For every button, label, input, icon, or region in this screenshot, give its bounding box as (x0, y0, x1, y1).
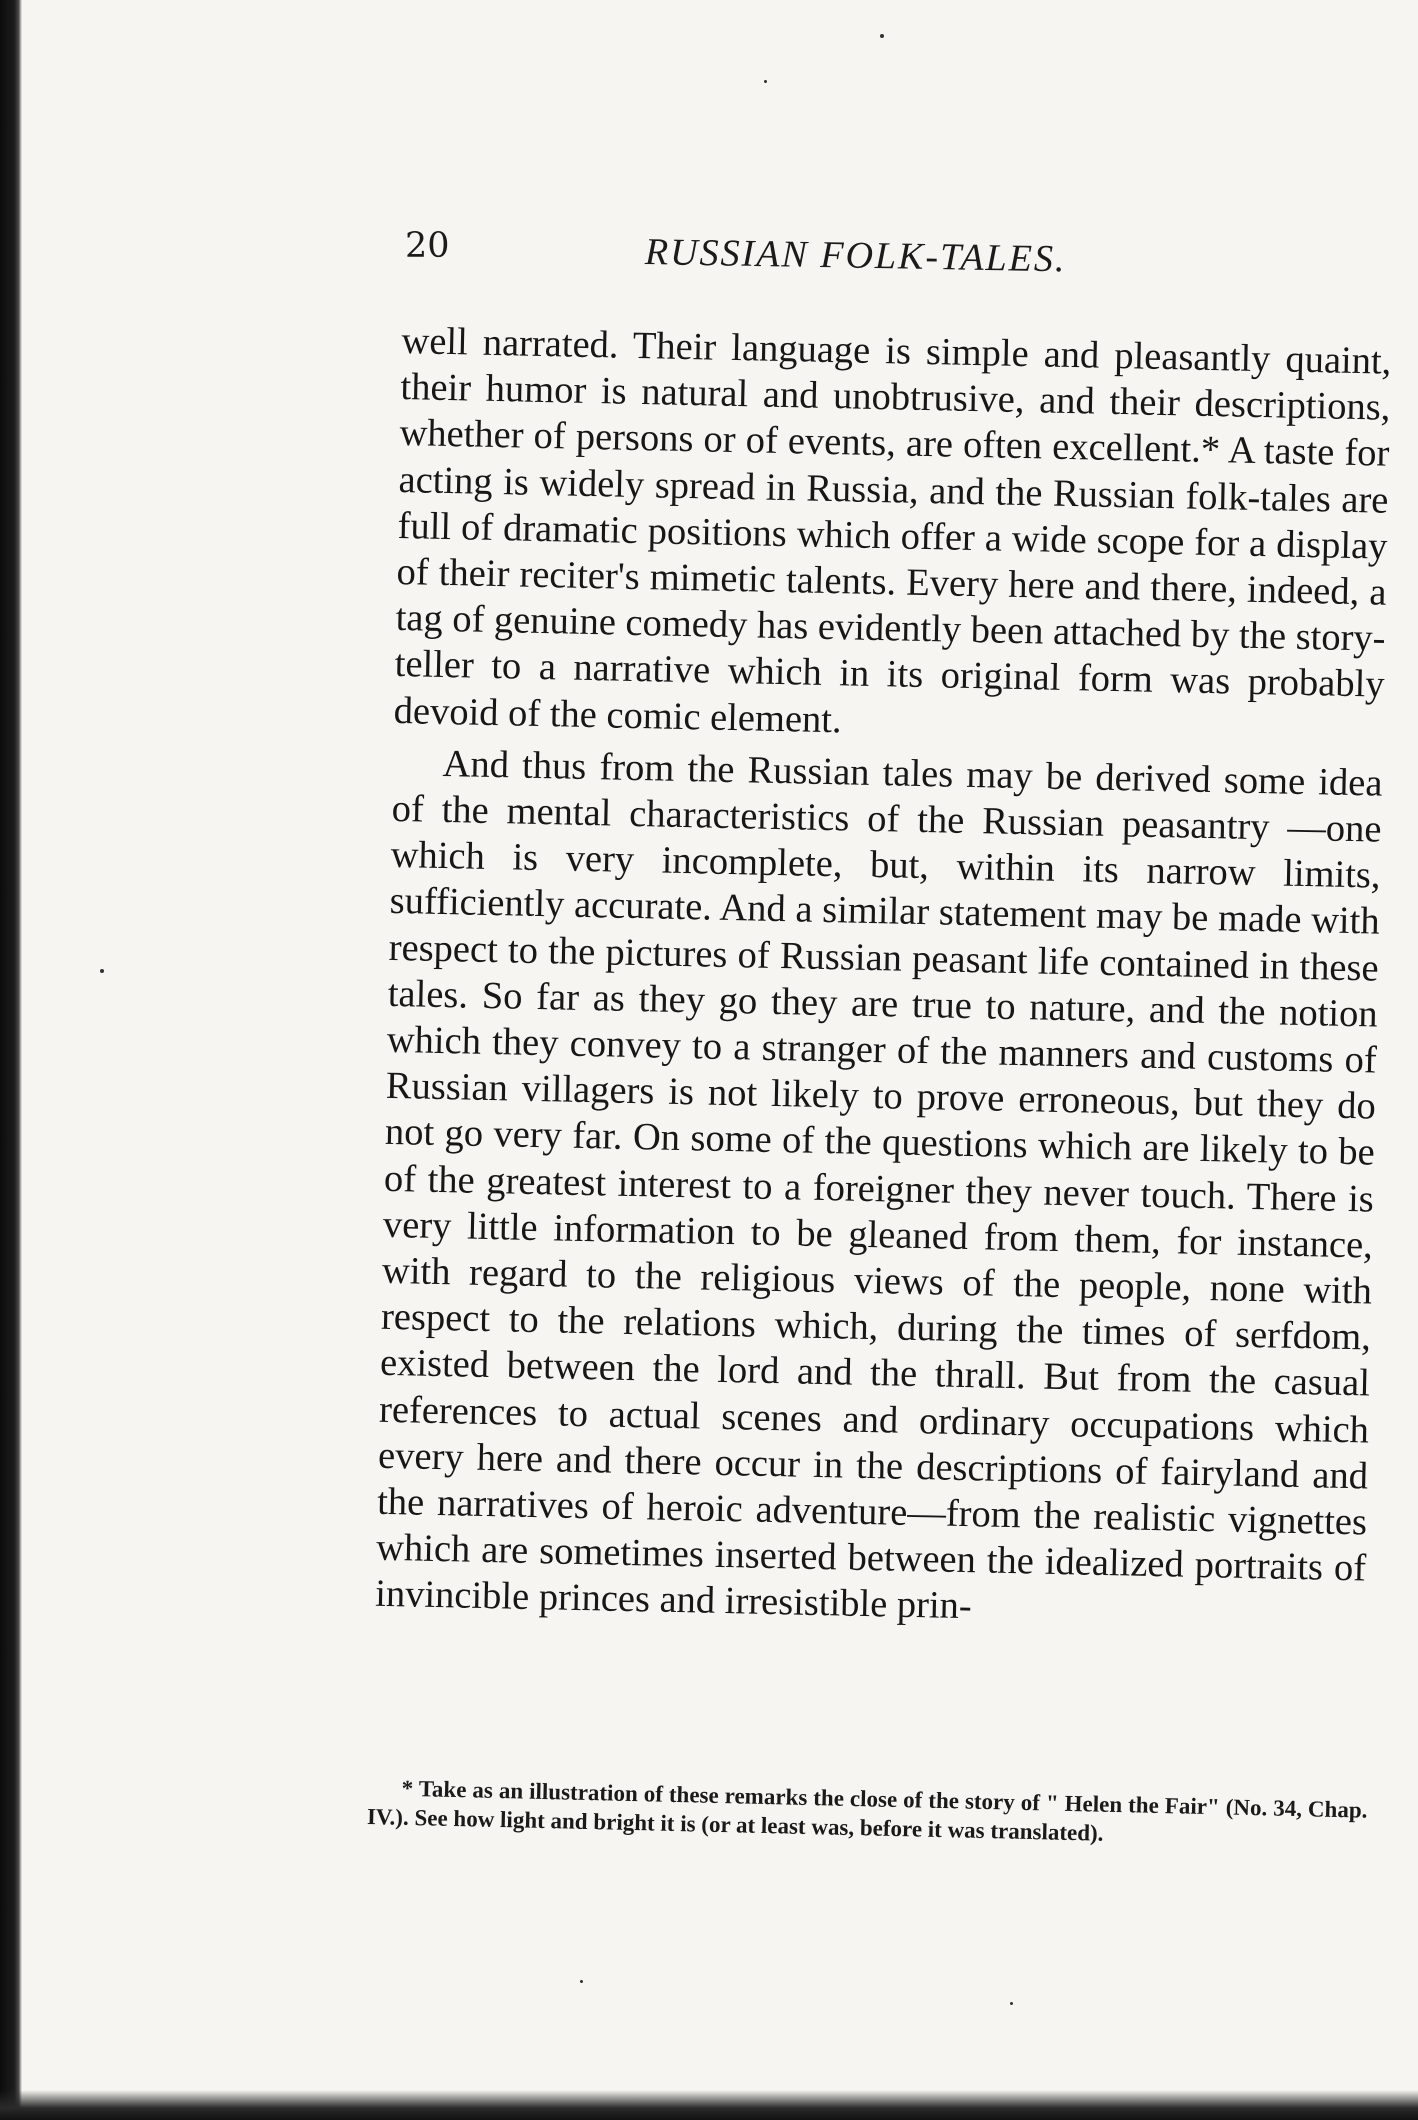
running-title: RUSSIAN FOLK-TALES. (644, 231, 1067, 281)
paragraph: And thus from the Russian tales may be derived some idea of the mental characteristics of the Russian peasantry —one which is very incomplete, but, within its narrow limits, sufficiently accurate. And a similar statement may be made with respect to the pictures of Russian peasant life contained in these tales. So far as they go they are true to nature, and the notion which they convey to a stranger of the manners and customs of Russian villagers is not likely to prove erroneous, but they do not go very far. On some of the questions which are likely to be of the greatest interest to a foreigner they never touch. There is very little information to be gleaned from them, for instance, with regard to the religious views of the people, none with respect to the relations which, during the times of serfdom, existed between the lord and the thrall. But from the casual references to actual scenes and ordinary occupations which every here and there occur in the descriptions of fairyland and the narratives of heroic adventure—from the realistic vignettes which are sometimes inserted between the idealized portraits of invincible princes and irresistible prin- (374, 742, 1383, 1628)
paragraph: well narrated. Their language is simple and pleasantly quaint, their humor is natural and unobtrusive, and their descriptions, whether of persons or of events, are often excellent.* A taste for acting is widely spread in Russia, and the Russian folk-tales are full of dramatic positions which offer a wide scope for a display of their reciter's mimetic talents. Every here and there, indeed, a tag of genuine comedy has evidently been attached by the story-teller to a narrative which in its original form was probably devoid of the comic element. (393, 319, 1392, 741)
running-head (405, 226, 1385, 286)
page-bottom-edge (0, 2090, 1418, 2120)
page-number: 20 (405, 226, 450, 266)
scan-speck (100, 969, 104, 973)
scan-speck (764, 80, 767, 83)
body-text (375, 318, 1392, 1638)
spine-shadow (0, 0, 22, 2120)
footnote: * Take as an illustration of these remarks the close of the story of " Helen the Fair" (No. 34, Chap. IV.). See how light and bright it is (or at least was, before it was translated). (366, 1775, 1368, 1846)
scan-speck (580, 1980, 583, 1983)
scan-speck (1010, 2002, 1013, 2005)
scan-speck (880, 34, 884, 38)
